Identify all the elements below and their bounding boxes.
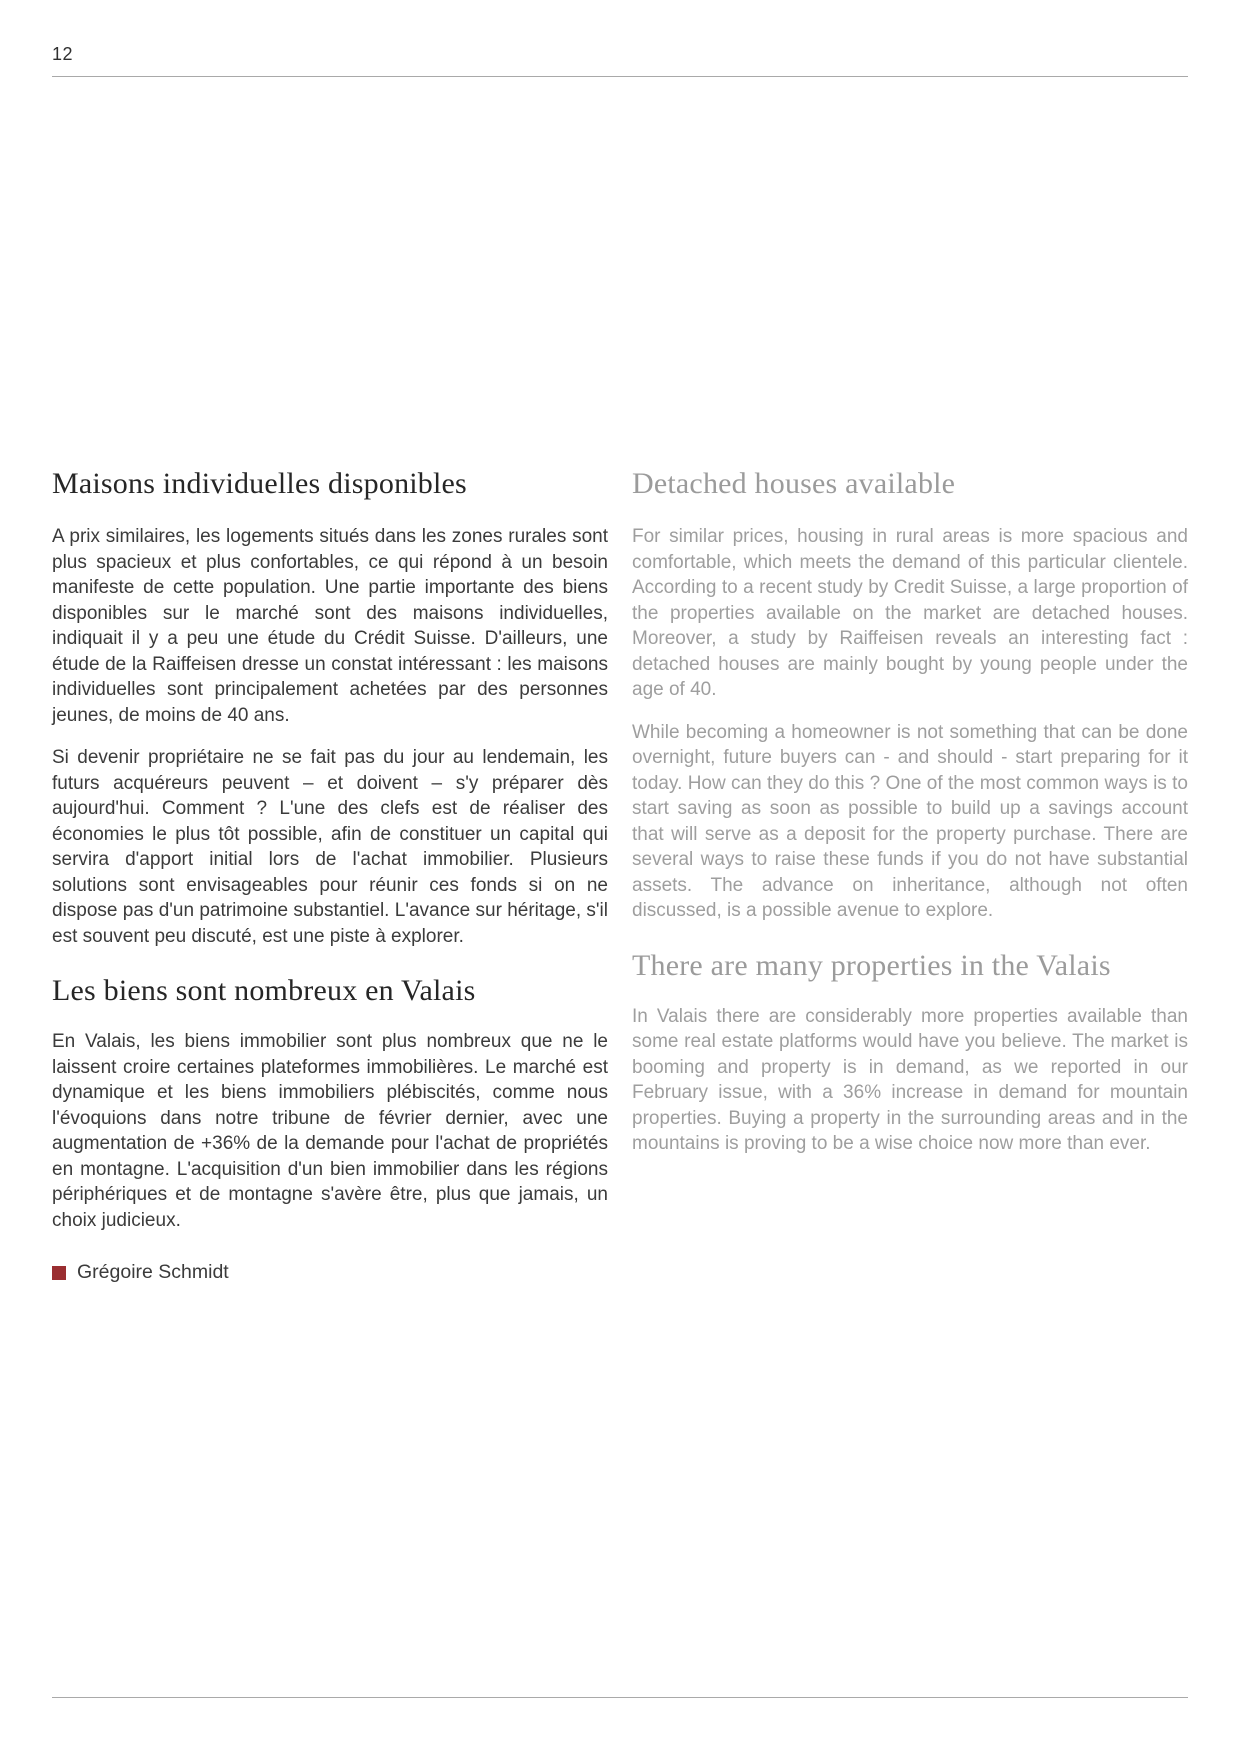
paragraph-en-3: In Valais there are considerably more properties available than some real estate platforms would have you believe. The market is booming and property is in demand, as we reported in our February issue, with a 36% increase in demand for mountain properties. Buying a property in the surrounding areas and in the mountains is proving to be a wise choice now more than ever.	[632, 1005, 1188, 1154]
heading-maisons-individuelles: Maisons individuelles disponibles	[52, 467, 467, 500]
paragraph-en-2: While becoming a homeowner is not something that can be done overnight, future buyers can - and should - start preparing for it today. How can they do this ? One of the most common ways is to start saving as soon as possible to build up a savings account that will serve as a deposit for the property purchase. There are several ways to raise these funds if you do not have substantial assets. The advance on inheritance, although not often discussed, is a possible avenue to explore.	[632, 721, 1188, 921]
article-column-english	[632, 466, 1188, 1284]
article-body	[52, 466, 1188, 1284]
footer-rule	[52, 1697, 1188, 1698]
paragraph-fr-1: A prix similaires, les logements situés dans les zones rurales sont plus spacieux et plus confortables, ce qui répond à un besoin manifeste de cette population. Une partie importante des biens disponibles sur le marché sont des maisons individuelles, indiquait il y a peu une étude du Crédit Suisse. D'ailleurs, une étude de la Raiffeisen dresse un constat intéressant : les maisons individuelles sont principalement achetées par des personnes jeunes, de moins de 40 ans.	[52, 526, 608, 726]
paragraph-en-1: For similar prices, housing in rural areas is more spacious and comfortable, which meets the demand of this particular clientele. According to a recent study by Credit Suisse, a large proportion of the properties available on the market are detached houses. Moreover, a study by Raiffeisen reveals an interesting fact : detached houses are mainly bought by young people under the age of 40.	[632, 526, 1188, 700]
header-rule	[52, 76, 1188, 77]
paragraph-fr-2: Si devenir propriétaire ne se fait pas du jour au lendemain, les futurs acquéreurs peuvent – et doivent – s'y préparer dès aujourd'hui. Comment ? L'une des clefs est de réaliser des économies le plus tôt possible, afin de constituer un capital qui servira d'apport initial lors de l'achat immobilier. Plusieurs solutions sont envisageables pour réunir ces fonds si on ne dispose pas d'un patrimoine substantiel. L'avance sur héritage, s'il est souvent peu discuté, est une piste à explorer.	[52, 747, 608, 947]
paragraph-fr-3: En Valais, les biens immobilier sont plus nombreux que ne le laissent croire certaines plateformes immobilières. Le marché est dynamique et les biens immobiliers plébiscités, comme nous l'évoquions dans notre tribune de février dernier, avec une augmentation de +36% de la demande pour l'achat de propriétés en montagne. L'acquisition d'un bien immobilier dans les régions périphériques et de montagne s'avère être, plus que jamais, un choix judicieux.	[52, 1031, 608, 1231]
heading-detached-houses: Detached houses available	[632, 467, 956, 500]
heading-biens-nombreux-valais: Les biens sont nombreux en Valais	[52, 974, 476, 1007]
author-byline	[52, 1261, 608, 1284]
author-marker-square-icon	[52, 1266, 66, 1280]
article-column-french	[52, 466, 608, 1284]
page-number: 12	[52, 44, 74, 64]
author-name: Grégoire Schmidt	[77, 1261, 229, 1283]
heading-many-properties-valais: There are many properties in the Valais	[632, 948, 1111, 982]
